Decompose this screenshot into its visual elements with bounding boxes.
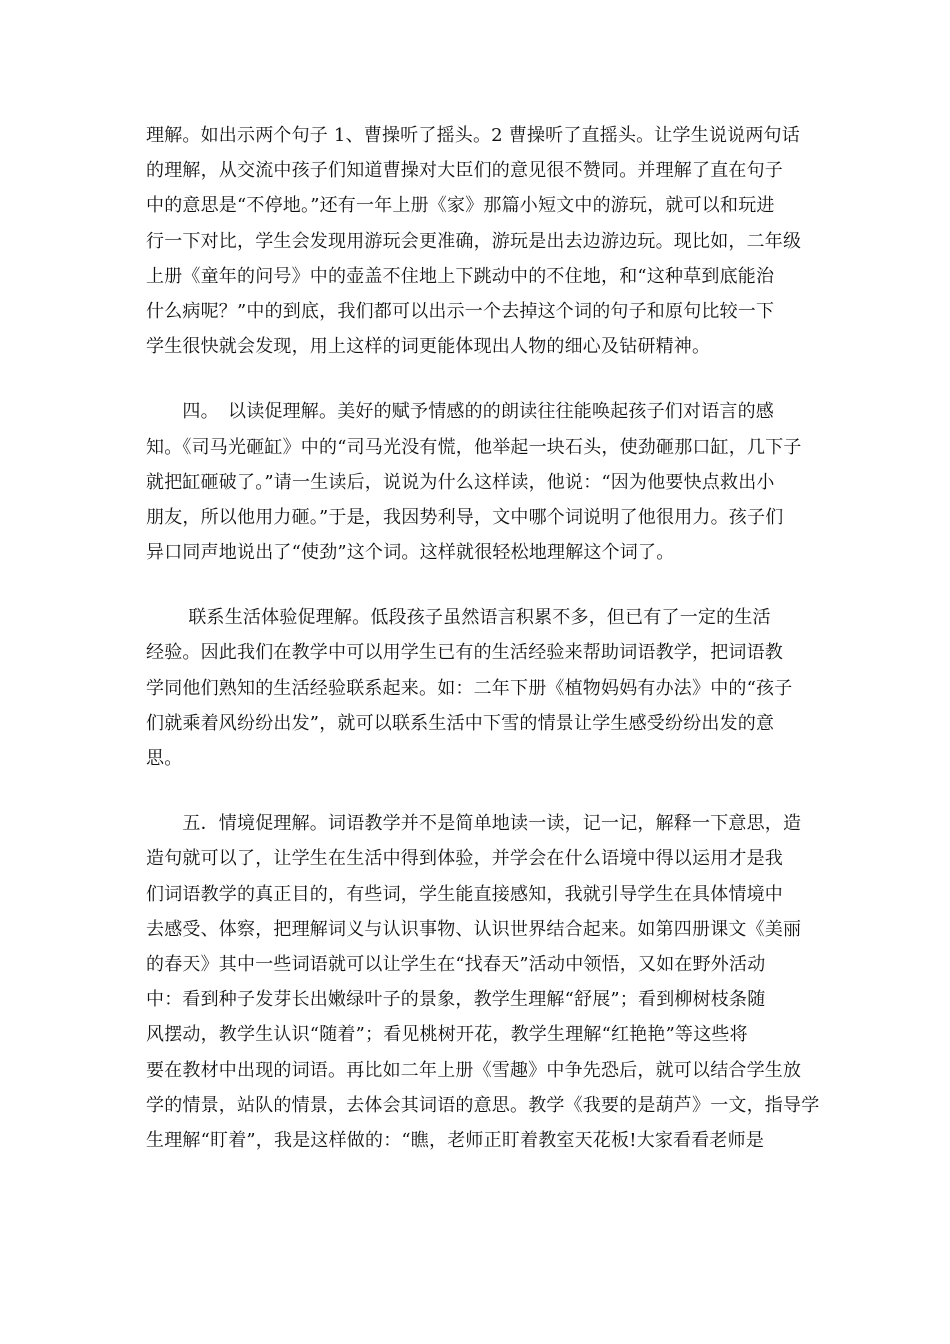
text-line: 造句就可以了，让学生在生活中得到体验，并学会在什么语境中得以运用才是我 bbox=[146, 848, 783, 870]
text-line: 联系生活体验促理解。低段孩子虽然语言积累不多，但已有了一定的生活 bbox=[146, 607, 771, 629]
text-line: 学生很快就会发现，用上这样的词更能体现出人物的细心及钻研精神。 bbox=[146, 336, 711, 358]
text-line: 理解。如出示两个句子 1、曹操听了摇头。2 曹操听了直摇头。让学生说说两句话 bbox=[146, 125, 800, 146]
text-line: 朋友，所以他用力砸。”于是，我因势利导，文中哪个词说明了他很用力。孩子们 bbox=[146, 506, 784, 528]
text-line: 行一下对比，学生会发现用游玩会更准确，游玩是出去边游边玩。现比如，二年级 bbox=[146, 230, 802, 252]
text-line: 五．情境促理解。词语教学并不是简单地读一读，记一记，解释一下意思，造 bbox=[146, 813, 802, 835]
text-line: 中的意思是“不停地。”还有一年上册《家》那篇小短文中的游玩，就可以和玩进 bbox=[146, 195, 775, 217]
text-line: 异口同声地说出了“使劲”这个词。这样就很轻松地理解这个词了。 bbox=[146, 542, 675, 564]
paragraph-gap bbox=[146, 364, 810, 394]
paragraph-life-experience bbox=[146, 600, 810, 776]
text-line: 要在教材中出现的词语。再比如二年上册《雪趣》中争先恐后，就可以结合学生放 bbox=[146, 1059, 802, 1081]
text-line: 风摆动，教学生认识“随着”；看见桃树开花，教学生理解“红艳艳”等这些将 bbox=[146, 1024, 748, 1046]
text-line: 的理解，从交流中孩子们知道曹操对大臣们的意见很不赞同。并理解了直在句子 bbox=[146, 160, 783, 182]
text-line: 中：看到种子发芽长出嫩绿叶子的景象，教学生理解“舒展”；看到柳树枝条随 bbox=[146, 989, 766, 1011]
text-line: 四。 以读促理解。美好的赋予情感的的朗读往往能唤起孩子们对语言的感 bbox=[146, 401, 774, 423]
text-line: 思。 bbox=[146, 748, 183, 769]
text-line: 学的情景，站队的情景，去体会其词语的意思。教学《我要的是葫芦》一文，指导学 bbox=[146, 1094, 820, 1116]
document-page bbox=[146, 118, 820, 1158]
text-line: 上册《童年的问号》中的壶盖不住地上下跳动中的不住地，和“这种草到底能治 bbox=[146, 265, 775, 287]
text-line: 们就乘着风纷纷出发”，就可以联系生活中下雪的情景让学生感受纷纷出发的意 bbox=[146, 712, 775, 734]
text-line: 们词语教学的真正目的，有些词，学生能直接感知，我就引导学生在具体情境中 bbox=[146, 883, 783, 905]
paragraph-gap bbox=[146, 570, 810, 600]
paragraph-word-comparison bbox=[146, 118, 810, 364]
paragraph-situation bbox=[146, 806, 820, 1158]
text-line: 学同他们熟知的生活经验联系起来。如：二年下册《植物妈妈有办法》中的“孩子 bbox=[146, 677, 793, 699]
paragraph-gap bbox=[146, 776, 810, 806]
text-line: 知。《司马光砸缸》中的“司马光没有慌，他举起一块石头，使劲砸那口缸，几下子 bbox=[146, 436, 802, 458]
text-line: 什么病呢？”中的到底，我们都可以出示一个去掉这个词的句子和原句比较一下 bbox=[146, 300, 775, 322]
text-line: 经验。因此我们在教学中可以用学生已有的生活经验来帮助词语教学，把词语教 bbox=[146, 642, 783, 664]
text-line: 就把缸砸破了。”请一生读后，说说为什么这样读，他说：“因为他要快点救出小 bbox=[146, 471, 775, 493]
text-line: 生理解“盯着”，我是这样做的：“瞧，老师正盯着教室天花板!大家看看老师是 bbox=[146, 1129, 765, 1151]
text-line: 去感受、体察，把理解词义与认识事物、认识世界结合起来。如第四册课文《美丽 bbox=[146, 918, 802, 940]
paragraph-reading bbox=[146, 394, 810, 570]
text-line: 的春天》其中一些词语就可以让学生在“找春天”活动中领悟，又如在野外活动 bbox=[146, 953, 766, 975]
